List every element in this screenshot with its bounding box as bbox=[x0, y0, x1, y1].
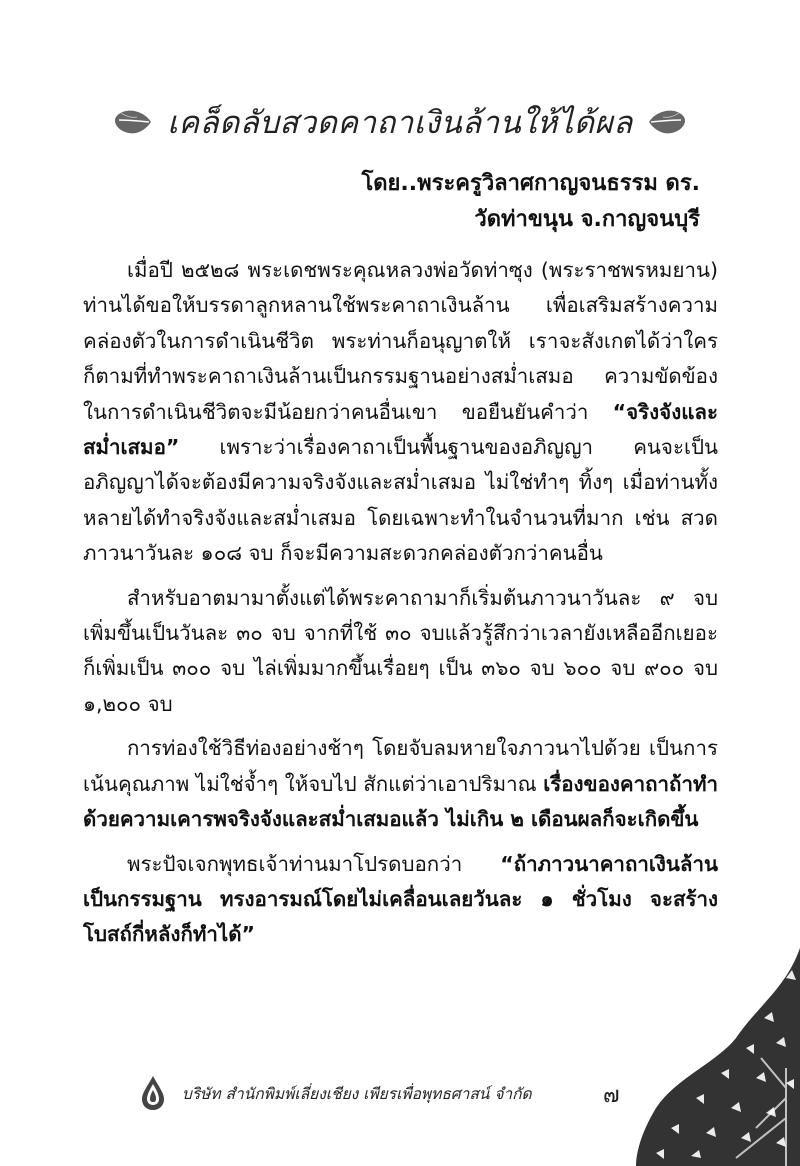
emphasis-text: “จริงจังและสม่ำเสมอ” bbox=[83, 399, 718, 460]
paragraph bbox=[83, 581, 718, 723]
paragraph-text: สำหรับอาตมามาตั้งแต่ได้พระคาถามาก็เริ่มต้นภาวนาวันละ ๙ จบ เพิ่มขึ้นเป็นวันละ ๓๐ จบ จากที่ใช้ ๓๐ จบแล้วรู้สึกว่าเวลายังเหลืออีกเยอะ ก็เพิ่มเป็น ๓๐๐ จบ ไล่เพิ่มมากขึ้นเรื่อยๆ เป็น ๓๖๐ จบ ๖๐๐ จบ ๙๐๐ จบ ๑,๒๐๐ จบ bbox=[83, 585, 718, 716]
temple-line: วัดท่าขนุน จ.กาญจนบุรี bbox=[474, 207, 700, 232]
leaf-icon bbox=[647, 107, 687, 137]
paragraph bbox=[83, 847, 718, 953]
paragraph-text: เพราะว่าเรื่องคาถาเป็นพื้นฐานของอภิญญา คนจะเป็นอภิญญาได้จะต้องมีความจริงจังและสม่ำเสมอ ไม่ใช่ทำๆ ทิ้งๆ เมื่อท่านทั้งหลายได้ทำจริงจังและสม่ำเสมอ โดยเฉพาะทำในจำนวนที่มาก เช่น สวดภาวนาวันละ ๑๐๘ จบ ก็จะมีความสะดวกคล่องตัวกว่าคนอื่น bbox=[83, 435, 718, 566]
publisher-text: บริษัท สำนักพิมพ์เลี่ยงเชียง เพียรเพื่อพุทธศาสน์ จำกัด bbox=[182, 1085, 532, 1103]
leaf-icon bbox=[113, 107, 153, 137]
author-line: โดย..พระครูวิลาศกาญจนธรรม ดร. bbox=[361, 171, 700, 196]
bodhi-tree-icon bbox=[636, 948, 800, 1166]
page-footer bbox=[0, 1075, 800, 1115]
emphasis-text: “ถ้าภาวนาคาถาเงินล้านเป็นกรรมฐาน ทรงอารมณ์โดยไม่เคลื่อนเลยวันละ ๑ ชั่วโมง จะสร้างโบสถ์กี่หลังก็ทำได้” bbox=[83, 851, 718, 947]
page-number: ๗ bbox=[603, 1083, 620, 1108]
paragraph bbox=[83, 253, 718, 572]
water-drop-icon bbox=[140, 1075, 166, 1111]
paragraph-text: พระปัจเจกพุทธเจ้าท่านมาโปรดบอกว่า bbox=[127, 851, 501, 876]
page-title: เคล็ดลับสวดคาถาเงินล้านให้ได้ผล bbox=[167, 105, 633, 141]
paragraph-text: เมื่อปี ๒๕๒๘ พระเดชพระคุณหลวงพ่อวัดท่าซุง (พระราชพรหมยาน) ท่านได้ขอให้บรรดาลูกหลานใช้พระคาถาเงินล้าน เพื่อเสริมสร้างความคล่องตัวในการดำเนินชีวิต พระท่านก็อนุญาตให้ เราจะสังเกตได้ว่าใครก็ตามที่ทำพระคาถาเงินล้านเป็นกรรมฐานอย่างสม่ำเสมอ ความขัดข้องในการดำเนินชีวิตจะมีน้อยกว่าคนอื่นเขา ขอยืนยันคำว่า bbox=[83, 258, 718, 424]
emphasis-text: เรื่องของคาถาถ้าทำด้วยความเคารพจริงจังและสม่ำเสมอแล้ว ไม่เกิน ๒ เดือนผลก็จะเกิดขึ้น bbox=[83, 771, 718, 832]
article-body bbox=[83, 253, 718, 962]
paragraph bbox=[83, 731, 718, 837]
title-row bbox=[0, 92, 800, 152]
paragraph-text: การท่องใช้วิธีท่องอย่างช้าๆ โดยจับลมหายใจภาวนาไปด้วย เป็นการเน้นคุณภาพ ไม่ใช่จ้ำๆ ให้จบไป สักแต่ว่าเอาปริมาณ bbox=[83, 736, 718, 796]
